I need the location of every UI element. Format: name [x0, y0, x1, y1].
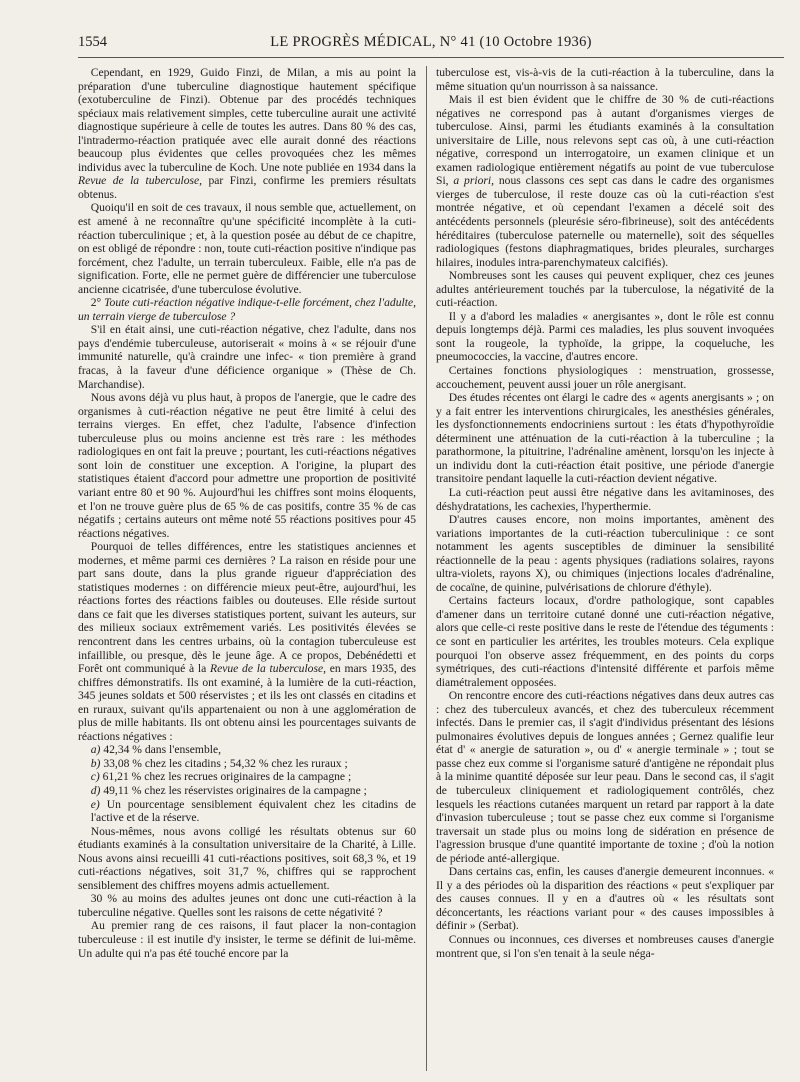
- journal-title: Revue de la tuberculose,: [210, 662, 327, 676]
- section-heading: [78, 296, 416, 323]
- list-item: [78, 798, 416, 825]
- paragraph: D'autres causes encore, non moins importantes, amènent des variations importantes de la cuti-réaction tuberculinique : ce sont notamment les agents susceptibles de diminuer la sensibilité réactionnelle de la peau : agents physiques (radiations solaires, rayons ultra-violets, rayons X), ou chimiques (injections locales d'adrénaline, de cocaïne, de quinine, pulvérisations de chlorure d'éthyle).: [436, 513, 774, 594]
- italic-phrase: a priori,: [453, 174, 495, 188]
- text-run: nous classons ces sept cas dans le cadre des organismes vierges de tuberculose, il reste douze cas où la cuti-réaction s'est montrée négative, et où cependant l'examen a décelé soit des antécédents personnels (pleurésie séro-fibrineuse), soit des antécédents héréditaires (tuberculose paternelle ou maternelle), soit des séquelles radiologiques (festons diaphragmatiques, brides pleurales, surcharges hilaires, inodules intra-parenchymateux calcifiés).: [436, 174, 774, 269]
- paragraph: Au premier rang de ces raisons, il faut placer la non-contagion tuberculeuse : il est inutile d'y insister, le terme se définit de lui-même. Un adulte qui n'a pas été touché encore par la: [78, 919, 416, 960]
- text-run: en mars 1935, des chiffres démonstratifs. Ils ont examiné, à la lumière de la cuti-réaction, 345 jeunes soldats et 500 réservistes ; et ils les ont classés en citadins et en ruraux, suivant qu'ils appartenaient ou non à une agglomération de plus de mille habitants. Ils ont obtenu ainsi les pourcentages suivants de réactions négatives :: [78, 662, 416, 743]
- paragraph: Des études récentes ont élargi le cadre des « agents anergisants » ; on y a fait entrer les interventions chirurgicales, les anesthésies générales, les dysfonctionnements endocriniens surtout : les états d'hypothyroïdie déterminent une atténuation de la cuti-réaction à la tuberculine ; la parathormone, la pituitrine, l'adrénaline amènent, lorsqu'on les injecte à un individu dont la cuti-réaction était positive, une période d'anergie transitoire pendant laquelle la cuti-réaction devient négative.: [436, 391, 774, 486]
- paragraph: Connues ou inconnues, ces diverses et nombreuses causes d'anergie montrent que, si l'on s'en tenait à la seule néga-: [436, 933, 774, 960]
- list-label: b): [90, 756, 101, 770]
- list-text: Un pourcentage sensiblement équivalent chez les citadins de l'active et de la réserve.: [90, 797, 416, 825]
- paragraph: Nous-mêmes, nous avons colligé les résultats obtenus sur 60 étudiants examinés à la consultation universitaire de la Charité, à Lille. Nous avons ainsi recueilli 41 cuti-réactions positives, soit 68,3 %, et 19 cuti-réactions négatives, soit 31,7 %, chiffres qui se rapprochent sensiblement des chiffres moyens admis actuellement.: [78, 824, 416, 892]
- page-header: [78, 34, 784, 56]
- paragraph: Quoiqu'il en soit de ces travaux, il nous semble que, actuellement, on est amené à ne reconnaître qu'une spécificité incomplète à la cuti-réaction tuberculinique ; et, à la question posée au début de ce chapitre, on est obligé de répondre : non, toute cuti-réaction positive n'indique pas forcément, chez l'adulte, un terrain tuberculeux. Faible, elle n'a pas de signification. Forte, elle ne permet guère de différencier une tuberculose ancienne cicatrisée, d'une tuberculose évolutive.: [78, 201, 416, 296]
- list-text: 49,11 % chez les réservistes originaires de la campagne ;: [100, 783, 367, 797]
- column-divider: [426, 66, 427, 1071]
- journal-title: Revue de la tuberculose,: [78, 174, 203, 188]
- list-label: a): [90, 743, 101, 757]
- paragraph: Certains facteurs locaux, d'ordre pathologique, sont capables d'amener dans un territoire cutané donné une cuti-réaction négative, alors que celle-ci reste positive dans le reste de l'étendue des téguments : ce sont en particulier les artérites, les troubles moteurs. Cela explique pourquoi l'on observe assez fréquemment, en des points du corps symétriques, des cuti-réactions d'intensité différente et parfois même diamétralement opposées.: [436, 594, 774, 689]
- header-rule: [78, 57, 784, 58]
- text-run: Mais il est bien évident que le chiffre de 30 % de cuti-réactions négatives ne correspond pas à autant d'organismes vierges de tuberculose. Ainsi, parmi les étudiants examinés à la consultation universitaire de Lille, nous relevons sept cas où, à une cuti-réaction négative, correspond un interrogatoire, un examen clinique et un examen radiologique entièrement négatifs au point de vue tuberculose Si,: [436, 93, 774, 188]
- paragraph: Dans certains cas, enfin, les causes d'anergie demeurent inconnues. « Il y a des périodes où la disparition des réactions « peut s'expliquer par des causes connues. Il y en a d'autres où « les résultats sont déconcertants, les réactions variant pour « des causes impossibles à définir » (Serbat).: [436, 865, 774, 933]
- right-column: [436, 66, 774, 1076]
- text-run: par Finzi, confirme les premiers résultats obtenus.: [78, 174, 416, 201]
- paragraph: Certaines fonctions physiologiques : menstruation, grossesse, accouchement, peuvent aussi jouer un rôle anergisant.: [436, 364, 774, 391]
- list-text: 61,21 % chez les recrues originaires de la campagne ;: [99, 770, 352, 784]
- paragraph: La cuti-réaction peut aussi être négative dans les avitaminoses, des déshydratations, les cachexies, l'hyperthermie.: [436, 485, 774, 513]
- paragraph: [78, 540, 416, 743]
- text-run: Cependant, en 1929, Guido Finzi, de Milan, a mis au point la préparation d'une tuberculine diagnostique hautement spécifique (exotuberculine de Finzi). Obtenue par des procédés techniques spéciaux mais relativement simples, cette tuberculine aurait une activité diagnostique supérieure à celle de toutes les autres. Dans 80 % des cas, l'intradermo-réaction pratiquée avec elle aurait donné des réactions beaucoup plus évidentes que celles provoquées chez les mêmes individus avec la tuberculine de Koch. Une note publiée en 1934 dans la: [78, 66, 416, 174]
- page-number: 1554: [78, 34, 107, 50]
- heading-number: 2°: [90, 296, 105, 310]
- paragraph: [78, 66, 416, 201]
- paragraph: Nous avons déjà vu plus haut, à propos de l'anergie, que le cadre des organismes à cuti-réaction négative ne peut être limité à celui des terrains vierges. En effet, chez l'adulte, l'absence d'infection tuberculeuse plus ou moins ancienne est très rare : les méthodes radiologiques en ont fait la preuve ; pourtant, les cuti-réactions négatives sont loin de constituer une exception. A l'origine, la plupart des statistiques étaient d'accord pour admettre une proportion de positivité variant entre 80 et 90 %. Aujourd'hui les chiffres sont moins éloquents, et l'on ne trouve guère plus de 65 % de cas positifs, contre 35 % de cas négatifs ; certains auteurs ont même noté 55 réactions positives pour 45 réactions négatives.: [78, 391, 416, 540]
- paragraph: tuberculose est, vis-à-vis de la cuti-réaction à la tuberculine, dans la même situation qu'un nourrisson à sa naissance.: [436, 66, 774, 93]
- paragraph: Nombreuses sont les causes qui peuvent expliquer, chez ces jeunes adultes antérieurement touchés par la tuberculose, la négativité de la cuti-réaction.: [436, 269, 774, 310]
- paragraph: [436, 93, 774, 269]
- list-text: 42,34 % dans l'ensemble,: [100, 743, 222, 757]
- list-label: c): [90, 770, 100, 784]
- list-label: d): [90, 783, 101, 797]
- list-label: e): [90, 797, 100, 811]
- list-text: 33,08 % chez les citadins ; 54,32 % chez les ruraux ;: [100, 756, 348, 770]
- paragraph: On rencontre encore des cuti-réactions négatives dans deux autres cas : chez des tuberculeux avancés, et chez des tuberculeux récemment infectés. Dans le premier cas, il s'agit d'individus présentant des lésions pulmonaires évolutives depuis de longues années ; Gernez qualifie leur état d' « anergie de saturation », ou d' « anergie terminale » ; tout se passe chez eux comme si l'organisme saturé d'antigène ne répondait plus à la minime quantité déposée sur leur peau. Dans le second cas, il s'agit de tuberculeux cliniquement et radiologiquement contrôlés, chez lesquels les réactions cutanées marquent un retard par rapport à la date d'invasion tuberculeuse ; tout se passe chez eux comme si l'organisme traversait un stade plus ou moins long de sidération en présence de l'agression brusque d'une quantité importante de toxine ; d'où la notion de période anté-allergique.: [436, 689, 774, 865]
- list-item: [78, 770, 416, 784]
- list-item: [78, 784, 416, 798]
- list-item: [78, 743, 416, 757]
- paragraph: Il y a d'abord les maladies « anergisantes », dont le rôle est connu depuis longtemps déjà. Parmi ces maladies, les plus souvent invoquées sont la rougeole, la typhoïde, la grippe, la coqueluche, les pneumococcies, la vaccine, d'autres encore.: [436, 309, 774, 364]
- running-title: LE PROGRÈS MÉDICAL, N° 41 (10 Octobre 1936): [270, 34, 592, 50]
- list-item: [78, 757, 416, 771]
- left-column: [78, 66, 416, 1076]
- paragraph: S'il en était ainsi, une cuti-réaction négative, chez l'adulte, dans nos pays d'endémie tuberculeuse, autoriserait « moins à « se réjouir d'une immunité naturelle, qu'à craindre une infec- « tion première à grand fracas, à la faveur d'une déficience organique » (Thèse de Ch. Marchandise).: [78, 323, 416, 391]
- text-run: Pourquoi de telles différences, entre les statistiques anciennes et modernes, et même parmi ces dernières ? La raison en réside pour une part sans doute, dans la plus grande rigueur d'appréciation des statistiques modernes : on différencie mieux peut-être, aujourd'hui, les réactions fortes des réactions faibles ou douteuses. Elle réside surtout dans ce fait que les diverses statistiques portent, suivant les auteurs, sur des milieux sociaux extrêmement variés. Les positivités élevées se rencontrent dans les centres urbains, où la contagion tuberculeuse est infaillible, ou presque, dès le jeune âge. A ce propos, Debénédetti et Forêt ont communiqué à la: [78, 540, 416, 676]
- paragraph: 30 % au moins des adultes jeunes ont donc une cuti-réaction à la tuberculine négative. Quelles sont les raisons de cette négativité ?: [78, 892, 416, 919]
- heading-text: Toute cuti-réaction négative indique-t-elle forcément, chez l'adulte, un terrain vierge de tuberculose ?: [78, 296, 416, 323]
